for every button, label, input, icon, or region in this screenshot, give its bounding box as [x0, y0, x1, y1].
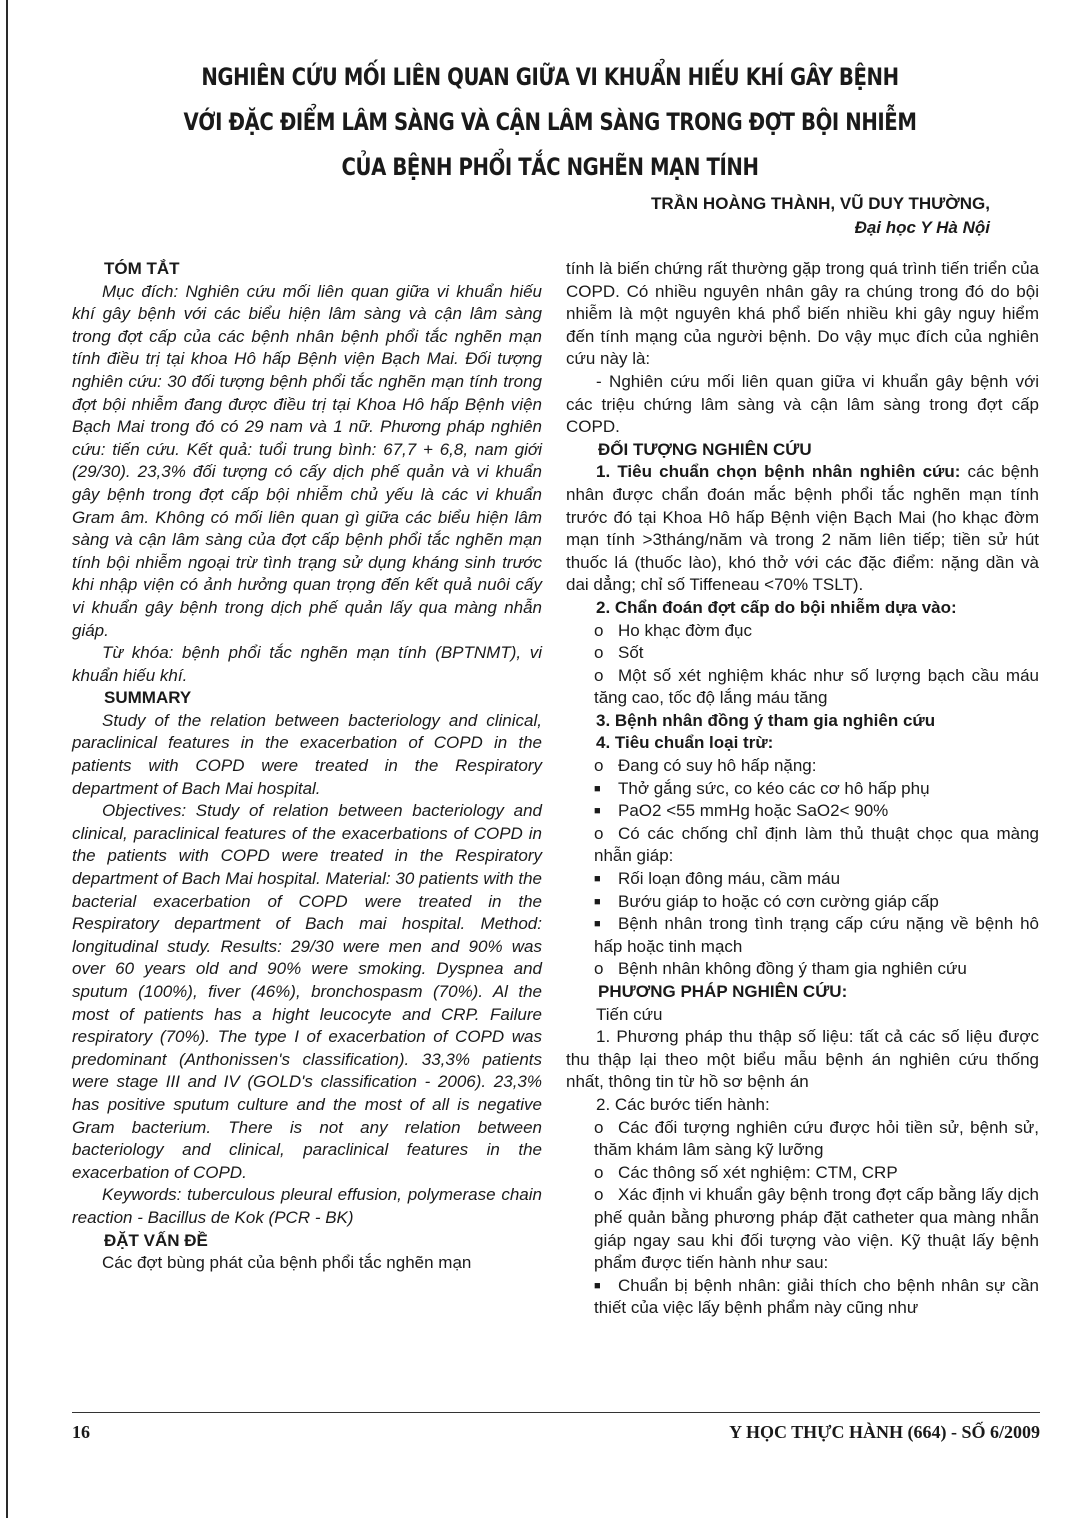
summary-heading: SUMMARY [104, 688, 192, 708]
list-item: o Xác định vi khuẩn gây bệnh trong đợt cấp bằng lấy dịch phế quản bằng phương pháp đặt catheter qua màng nhẫn giáp ngay sau khi đối tượng vào viện. Kỹ thuật lấy bệnh phẩm được tiến hành như sau: [594, 1185, 1039, 1273]
method-1: 1. Phương pháp thu thập số liệu: tất cả các số liệu được thu thập lại theo một biểu mẫu bệnh án nghiên cứu thống nhất, thông tin từ hồ sơ bệnh án [566, 1027, 1039, 1092]
method-2: 2. Các bước tiến hành: [596, 1094, 770, 1114]
page-number: 16 [72, 1422, 90, 1442]
list-item: ■ Chuẩn bị bệnh nhân: giải thích cho bệnh nhân sự cần thiết của việc lấy bệnh phẩm này cũng như [594, 1275, 1039, 1318]
ppnc-type: Tiến cứu [596, 1004, 663, 1024]
keywords: Keywords: tuberculous pleural effusion, polymerase chain reaction - Bacillus de Kok (PCR - BK) [72, 1185, 542, 1227]
summary-p1: Study of the relation between bacteriology and clinical, paraclinical features in the exacerbation of COPD in the patients with COPD were treated in the Respiratory department of Bach Mai hospital. [72, 710, 542, 798]
tomtat-body: Mục đích: Nghiên cứu mối liên quan giữa vi khuẩn hiếu khí gây bệnh với các biểu hiện lâm sàng và cận lâm sàng trong đợt cấp của các bệnh nhân bệnh phổi tắc nghẽn mạn tính điều trị tại khoa Hô hấp Bệnh viện Bạch Mai. Đối tượng nghiên cứu: 30 đối tượng bệnh phổi tắc nghẽn mạn tính trong đợt bội nhiễm đang được điều trị tại Khoa Hô hấp Bệnh viện Bạch Mai trong đó có 29 nam và 1 nữ. Phương pháp nghiên cứu: tiến cứu. Kết quả: tuổi trung bình: 67,7 + 6,8, nam giới (29/30). 23,3% đối tượng có cấy dịch phế quản và vi khuẩn gây bệnh trong đợt cấp bội nhiễm chủ yếu là các vi khuẩn Gram âm. Không có mối liên quan gì giữa các biểu hiện lâm sàng và cận lâm sàng của đợt cấp bệnh phổi tắc nghẽn mạn tính bội nhiễm ngoại trừ tình trạng sử dụng kháng sinh trước khi nhập viện có ảnh hưởng quan trọng đến kết quả nuôi cấy vi khuẩn gây bệnh trong dịch phế quản lấy qua màng nhẫn giáp. [72, 281, 542, 640]
title-line-2: VỚI ĐẶC ĐIỂM LÂM SÀNG VÀ CẬN LÂM SÀNG TRONG ĐỢT BỘI NHIỄM [183, 108, 917, 136]
ppnc-heading: PHƯƠNG PHÁP NGHIÊN CỨU: [598, 982, 848, 1001]
left-column [72, 258, 542, 1275]
title-line-3: CỦA BỆNH PHỔI TẮC NGHẼN MẠN TÍNH [341, 153, 759, 181]
doituong-heading: ĐỐI TƯỢNG NGHIÊN CỨU [598, 439, 812, 459]
criteria-1-label: 1. Tiêu chuẩn chọn bệnh nhân nghiên cứu: [596, 462, 961, 482]
title-line-1: NGHIÊN CỨU MỐI LIÊN QUAN GIỮA VI KHUẨN HIẾU KHÍ GÂY BỆNH [201, 63, 899, 91]
scan-border [6, 0, 8, 1518]
list-item: o Ho khạc đờm đục [594, 620, 752, 640]
list-item: ■ Thở gắng sức, co kéo các cơ hô hấp phụ [594, 778, 930, 798]
footer-rule [72, 1412, 1040, 1413]
author-affiliation: Đại học Y Hà Nội [854, 218, 990, 237]
list-item: o Sốt [594, 643, 644, 663]
criteria-1-body: các bệnh nhân được chẩn đoán mắc bệnh phổi tắc nghẽn mạn tính trước đó tại Khoa Hô hấp Bệnh viện Bạch Mai (ho khạc đờm mạn tính >3tháng/năm và trong 2 năm liên tiếp; tiền sử hút thuốc lá (thuốc lào), khó thở với các đặc điểm: nặng dần và dai dẳng; chỉ số Tiffeneau <70% TSLT). [566, 462, 1039, 595]
tukhoa: Từ khóa: bệnh phổi tắc nghẽn mạn tính (BPTNMT), vi khuẩn hiếu khí. [72, 643, 542, 685]
journal-issue: Y HỌC THỰC HÀNH (664) - SỐ 6/2009 [729, 1422, 1040, 1442]
study-aim: - Nghiên cứu mối liên quan giữa vi khuẩn gây bệnh với các triệu chứng lâm sàng và cận lâm sàng trong đợt cấp COPD. [566, 371, 1039, 437]
tomtat-heading: TÓM TẮT [104, 259, 180, 278]
summary-p2: Objectives: Study of relation between bacteriology and clinical, paraclinical features of the exacerbations of COPD in the patients with COPD were treated in the Respiratory department of Bach Mai hospital. Material: 30 patients with the bacterial exacerbation of COPD were treated in the Respiratory department of Bach mai hospital. Method: longitudinal study. Results: 29/30 were men and 90% was over 60 years old and 90% were smoking. Dyspnea and sputum (100%), fiver (46%), bronchospasm (70%). Al the most of patients has a hight leucocyte and CRP. Failure respiratory (70%). The type I of exacerbation of COPD was predominant (Anthonissen's classification). 33,3% patients were stage III and IV (GOLD's classification - 2006). 23,3% has positive sputum culture and the most of all is negative Gram bacterium. There is not any relation between bacteriology and clinical, paraclinical features in the exacerbation of COPD. [72, 801, 542, 1182]
datvande-body: Các đợt bùng phát của bệnh phổi tắc nghẽn mạn [102, 1253, 472, 1273]
list-item: o Bệnh nhân không đồng ý tham gia nghiên cứu [594, 959, 967, 979]
criteria-4-label: 4. Tiêu chuẩn loại trừ: [596, 733, 774, 753]
intro-continued: tính là biến chứng rất thường gặp trong quá trình tiến triển của COPD. Có nhiều nguyên nhân gây ra chúng trong đó do bội nhiễm là một nguyên khá phổ biến nhiều khi gây nguy hiểm đến tính mạng của người bệnh. Do vậy mục đích của nghiên cứu này là: [566, 259, 1039, 369]
right-column [566, 258, 1039, 1320]
list-item: ■ PaO2 <55 mmHg hoặc SaO2< 90% [594, 801, 889, 821]
list-item: o Các đối tượng nghiên cứu được hỏi tiền sử, bệnh sử, thăm khám lâm sàng kỹ lưỡng [594, 1117, 1039, 1160]
author-block [560, 192, 990, 240]
list-item: o Các thông số xét nghiệm: CTM, CRP [594, 1162, 898, 1182]
list-item: o Đang có suy hô hấp nặng: [594, 756, 817, 776]
author-names: TRẦN HOÀNG THÀNH, VŨ DUY THƯỜNG, [650, 194, 990, 213]
criteria-2-label: 2. Chẩn đoán đợt cấp do bội nhiễm dựa vào: [596, 597, 957, 617]
list-item: o Một số xét nghiệm khác như số lượng bạch cầu máu tăng cao, tốc độ lắng máu tăng [594, 665, 1039, 708]
list-item: o Có các chống chỉ định làm thủ thuật chọc qua màng nhẫn giáp: [594, 823, 1039, 866]
list-item: ■ Rối loạn đông máu, cầm máu [594, 869, 841, 889]
datvande-heading: ĐẶT VẤN ĐỀ [104, 1230, 208, 1250]
article-title [181, 55, 919, 190]
list-item: ■ Bướu giáp to hoặc có cơn cường giáp cấp [594, 891, 939, 911]
criteria-1 [566, 461, 1039, 597]
criteria-3-label: 3. Bệnh nhân đồng ý tham gia nghiên cứu [596, 710, 936, 730]
list-item: ■ Bệnh nhân trong tình trạng cấp cứu nặng về bệnh hô hấp hoặc tinh mạch [594, 914, 1039, 956]
